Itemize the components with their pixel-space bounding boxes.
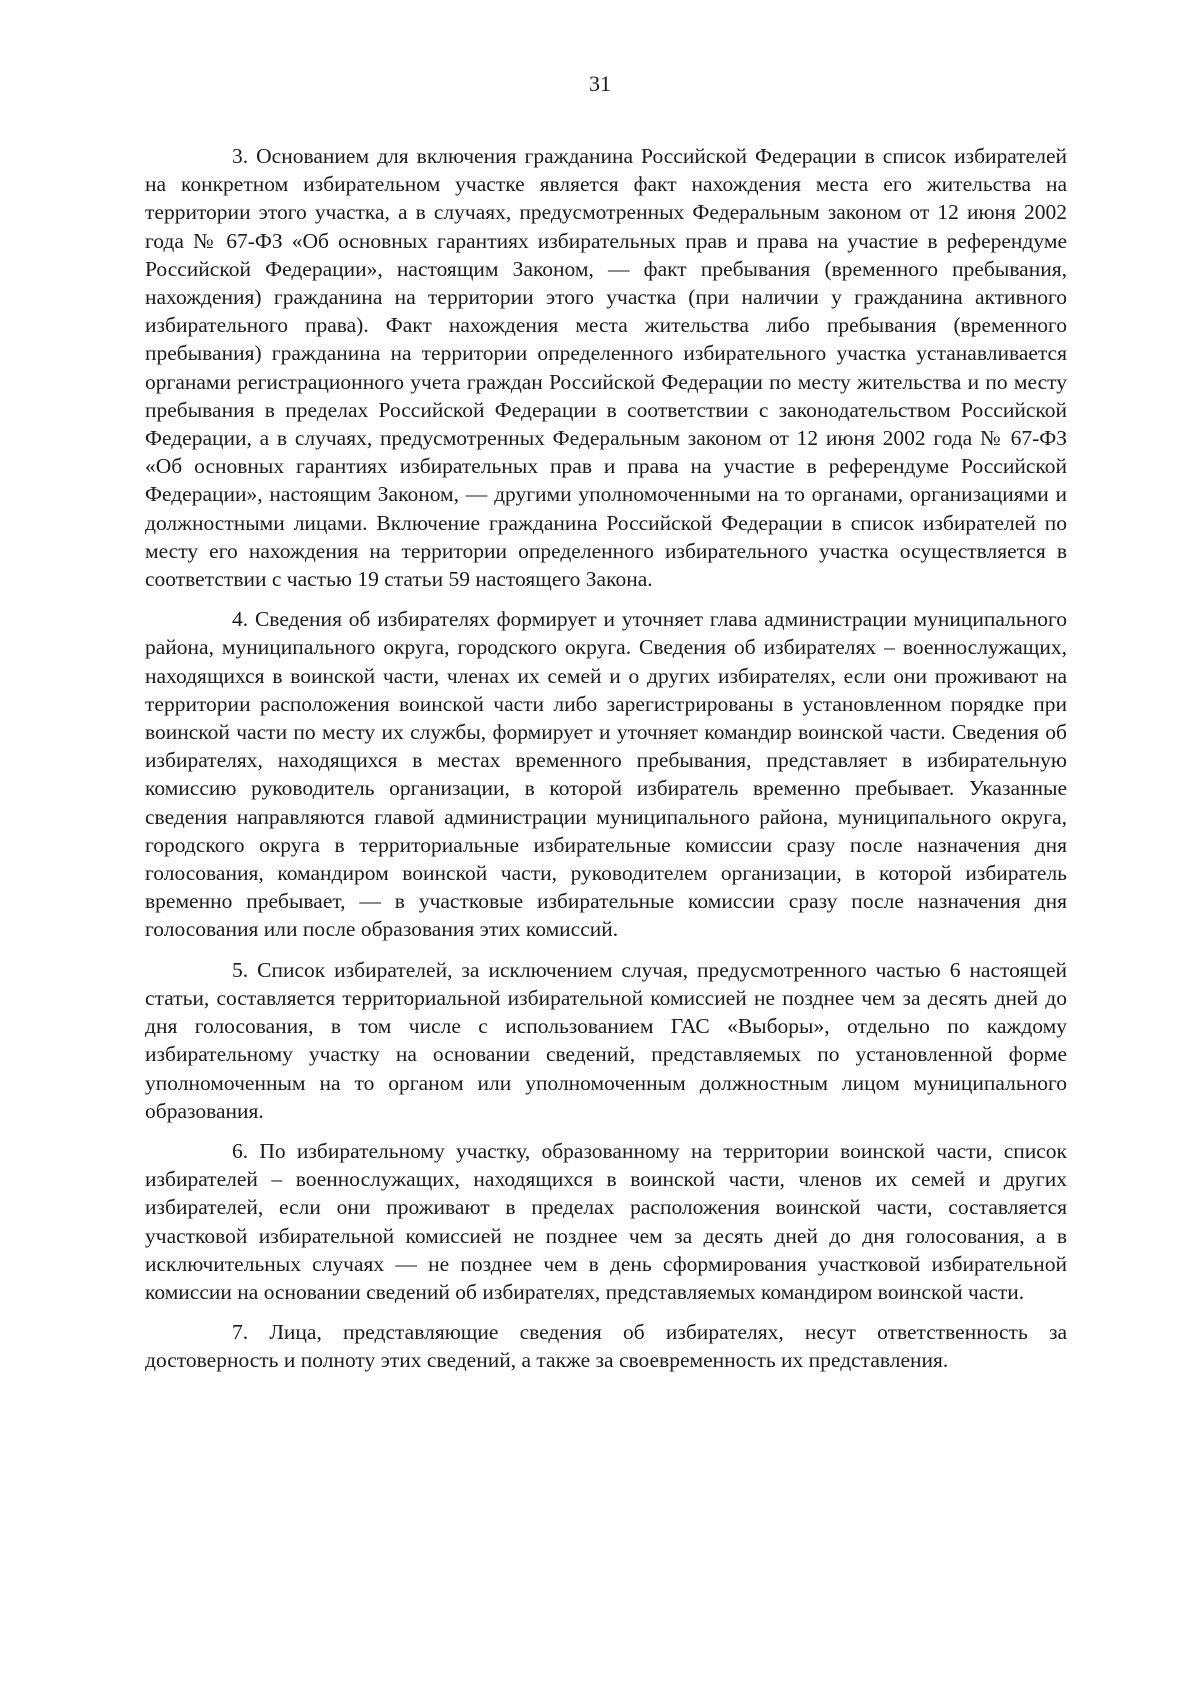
paragraph-7: 7. Лица, представляющие сведения об избирателях, несут ответственность за достоверность и полноту этих сведений, а также за своевременность их представления. [145, 1320, 1067, 1373]
paragraph-4: 4. Сведения об избирателях формирует и уточняет глава администрации муниципального района, муниципального округа, городского округа. Сведения об избирателях – военнослужащих, находящихся в воинской части, членах их семей и о других избирателях, если они проживают на территории расположения воинской части либо зарегистрированы в установленном порядке при воинской части по месту их службы, формирует и уточняет командир воинской части. Сведения об избирателях, находящихся в местах временного пребывания, представляет в избирательную комиссию руководитель организации, в которой избиратель временно пребывает. Указанные сведения направляются главой администрации муниципального района, муниципального округа, городского округа в территориальные избирательные комиссии сразу после назначения дня голосования, командиром воинской части, руководителем организации, в которой избиратель временно пребывает, — в участковые избирательные комиссии сразу после назначения дня голосования или после образования этих комиссий. [145, 607, 1067, 942]
paragraph-5: 5. Список избирателей, за исключением случая, предусмотренного частью 6 настоящей статьи, составляется территориальной избирательной комиссией не позднее чем за десять дней до дня голосования, в том числе с использованием ГАС «Выборы», отдельно по каждому избирательному участку на основании сведений, представляемых по установленной форме уполномоченным на то органом или уполномоченным должностным лицом муниципального образования. [145, 957, 1067, 1123]
paragraph-6: 6. По избирательному участку, образованному на территории воинской части, список избирателей – военнослужащих, находящихся в воинской части, членов их семей и других избирателей, если они проживают в пределах расположения воинской части, составляется участковой избирательной комиссией не позднее чем за десять дней до дня голосования, а в исключительных случаях — не позднее чем в день сформирования участковой избирательной комиссии на основании сведений об избирателях, представляемых командиром воинской части. [145, 1138, 1067, 1304]
page-number: 31 [589, 71, 611, 96]
paragraph-3: 3. Основанием для включения гражданина Российской Федерации в список избирателей на конкретном избирательном участке является факт нахождения места его жительства на территории этого участка, а в случаях, предусмотренных Федеральным законом от 12 июня 2002 года № 67-ФЗ «Об основных гарантиях избирательных прав и права на участие в референдуме Российской Федерации», настоящим Законом, — факт пребывания (временного пребывания, нахождения) гражданина на территории этого участка (при наличии у гражданина активного избирательного права). Факт нахождения места жительства либо пребывания (временного пребывания) гражданина на территории определенного избирательного участка устанавливается органами регистрационного учета граждан Российской Федерации по месту жительства и по месту пребывания в пределах Российской Федерации в соответствии с законодательством Российской Федерации, а в случаях, предусмотренных Федеральным законом от 12 июня 2002 года № 67-ФЗ «Об основных гарантиях избирательных прав и права на участие в референдуме Российской Федерации», настоящим Законом, — другими уполномоченными на то органами, организациями и должностными лицами. Включение гражданина Российской Федерации в список избирателей по месту его нахождения на территории определенного избирательного участка осуществляется в соответствии с частью 19 статьи 59 настоящего Закона. [145, 144, 1067, 592]
document-body [145, 142, 1067, 1387]
